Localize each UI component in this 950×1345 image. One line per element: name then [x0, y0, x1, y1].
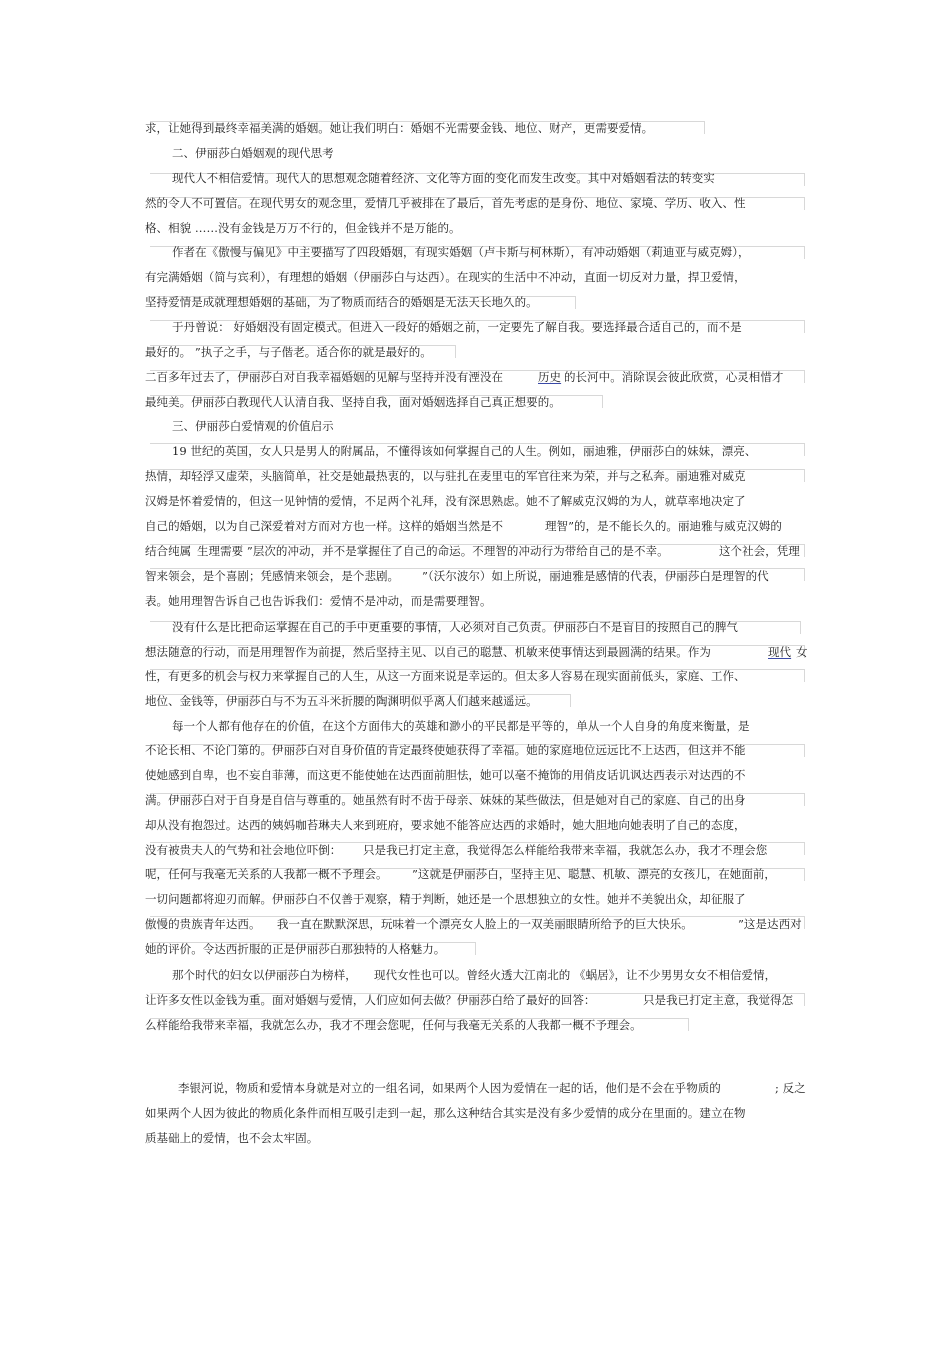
text-line: 傲慢的贵族青年达西。 — [145, 917, 261, 931]
text-line: 满。伊丽莎白对于自身是自信与尊重的。她虽然有时不齿于母亲、妹妹的某些做法，但是她对自己的家庭、自己的出身 — [145, 793, 746, 807]
text-line: 现代人不相信爱情。现代人的思想观念随着经济、文化等方面的变化而发生改变。其中对婚姻看法的转变实 — [172, 171, 715, 185]
text-line: 的长河中。消除误会彼此欣赏，心灵相惜才 — [564, 370, 784, 384]
text-line: 自己的婚姻，以为自己深爱着对方而对方也一样。这样的婚姻当然是不 — [145, 519, 504, 533]
text-line: 使她感到自卑，也不妄自菲薄，而这更不能使她在达西面前胆怯，她可以毫不掩饰的用俏皮话讥讽达西表示对达西的不 — [145, 768, 746, 782]
text-line: 有完满婚姻（简与宾利），有理想的婚姻（伊丽莎白与达西）。在现实的生活中不冲动，直面一切反对力量，捍卫爱情， — [145, 270, 746, 284]
text-line: 格、相貌 ……没有金钱是万万不行的，但金钱并不是万能的。 — [145, 221, 461, 235]
underlined-word: 现代 — [768, 645, 792, 659]
quote-text: 我一直在默默深思，玩味着一个漂亮女人脸上的一双美丽眼睛所给予的巨大快乐。 — [277, 917, 693, 931]
text-line: 热情，却轻浮又虚荣，头脑简单，社交是她最热衷的，以与驻扎在麦里屯的军官往来为荣，并与之私奔。丽迪雅对威克 — [145, 469, 746, 483]
text-line: ; 反之 — [775, 1081, 806, 1095]
text-line: 质基础上的爱情，也不会太牢固。 — [145, 1131, 319, 1145]
quote-text: 只是我已打定主意，我觉得怎么样能给我带来幸福，我就怎么办，我才不理会您 — [363, 843, 768, 857]
text-line: 这个社会，凭理 — [719, 544, 800, 558]
underlined-word: 历史 — [538, 370, 562, 384]
text-line: 性，有更多的机会与权力来掌握自己的人生，从这一方面来说是幸运的。但太多人容易在现实面前低头，家庭、工作、 — [145, 669, 746, 683]
text-line: 呢，任何与我毫无关系的人我都一概不予理会。 — [145, 867, 388, 881]
text-line: 作者在《傲慢与偏见》中主要描写了四段婚姻，有现实婚姻（卢卡斯与柯林斯），有冲动婚姻（莉迪亚与威克姆）， — [172, 245, 750, 259]
section-heading: 三、伊丽莎白爱情观的价值启示 — [172, 419, 334, 433]
text-line: 求，让她得到最终幸福美满的婚姻。她让我们明白：婚姻不光需要金钱、地位、财产，更需要爱情。 — [145, 121, 654, 135]
text-line: 一切问题都将迎刃而解。伊丽莎白不仅善于观察，精于判断，她还是一个思想独立的女性。她并不美貌出众，却征服了 — [145, 892, 746, 906]
text-line: 智来领会，是个喜剧；凭感情来领会，是个悲剧。 — [145, 569, 400, 583]
text-line: 现代女性也可以。曾经火透大江南北的 《蜗居》，让不少男男女女不相信爱情， — [374, 968, 777, 982]
text-line: 如果两个人因为彼此的物质化条件而相互吸引走到一起，那么这种结合其实是没有多少爱情的成分在里面的。建立在物 — [145, 1106, 746, 1120]
text-line: ”这就是伊丽莎白，坚持主见、聪慧、机敏、漂亮的女孩儿，在她面前， — [412, 867, 776, 881]
text-line: 没有被贵夫人的气势和社会地位吓倒： — [145, 843, 342, 857]
text-line: 理智”的，是不能长久的。丽迪雅与威克汉姆的 — [545, 519, 782, 533]
text-line: 19 世纪的英国，女人只是男人的附属品，不懂得该如何掌握自己的人生。例如，丽迪雅，伊丽莎白的妹妹，漂亮、 — [172, 444, 757, 458]
text-line: 却从没有抱怨过。达西的姨妈咖苔琳夫人来到班府，要求她不能答应达西的求婚时，她大胆地向她表明了自己的态度， — [145, 818, 746, 832]
text-line: 生理需要 ”层次的冲动，并不是掌握住了自己的命运。不理智的冲动行为带给自己的是不幸。 — [197, 544, 669, 558]
text-line: 表。她用理智告诉自己也告诉我们：爱情不是冲动，而是需要理智。 — [145, 594, 492, 608]
text-line: 没有什么是比把命运掌握在自己的手中更重要的事情，人必须对自己负责。伊丽莎白不是盲目的按照自己的脾气 — [172, 620, 738, 634]
text-line: 最纯美。伊丽莎白教现代人认清自我、坚持自我，面对婚姻选择自己真正想要的。 — [145, 395, 561, 409]
text-line: 坚持爱情是成就理想婚姻的基础，为了物质而结合的婚姻是无法天长地久的。 — [145, 295, 538, 309]
text-line: 李银河说，物质和爱情本身就是对立的一组名词，如果两个人因为爱情在一起的话，他们是不会在乎物质的 — [178, 1081, 721, 1095]
text-line: 结合纯属 — [145, 544, 192, 558]
text-line: 二百多年过去了，伊丽莎白对自我幸福婚姻的见解与坚持并没有湮没在 — [145, 370, 504, 384]
section-heading: 二、伊丽莎白婚姻观的现代思考 — [172, 146, 334, 160]
text-line: ”（沃尔波尔）如上所说，丽迪雅是感情的代表，伊丽莎白是理智的代 — [422, 569, 769, 583]
text-line: 不论长相、不论门第的。伊丽莎白对自身价值的肯定最终使她获得了幸福。她的家庭地位远远比不上达西，但这并不能 — [145, 743, 746, 757]
text-line: 然的令人不可置信。在现代男女的观念里，爱情几乎被排在了最后，首先考虑的是身份、地位、家境、学历、收入、性 — [145, 196, 746, 210]
text-line: 女 — [796, 645, 808, 659]
text-line: 每一个人都有他存在的价值，在这个方面伟大的英雄和渺小的平民都是平等的，单从一个人自身的角度来衡量，是 — [172, 719, 750, 733]
text-line: 想法随意的行动，而是用理智作为前提，然后坚持主见、以自己的聪慧、机敏来使事情达到最圆满的结果。作为 — [145, 645, 711, 659]
text-line: 汉姆是怀着爱情的，但这一见钟情的爱情，不足两个礼拜，没有深思熟虑。她不了解威克汉姆的为人，就草率地决定了 — [145, 494, 746, 508]
text-line: 么样能给我带来幸福，我就怎么办，我才不理会您呢，任何与我毫无关系的人我都一概不予理会。 — [145, 1018, 642, 1032]
text-line: 那个时代的妇女以伊丽莎白为榜样， — [172, 968, 357, 982]
quote-text: 只是我已打定主意，我觉得怎 — [643, 993, 794, 1007]
text-line: 让许多女性以金钱为重。面对婚姻与爱情，人们应如何去做？伊丽莎白给了最好的回答： — [145, 993, 596, 1007]
text-line: ”这是达西对 — [738, 917, 802, 931]
text-line: 最好的。 ”执子之手，与子偕老。适合你的就是最好的。 — [145, 345, 432, 359]
text-line: 于丹曾说： 好婚姻没有固定模式。但进入一段好的婚姻之前，一定要先了解自我。要选择最合适自己的，而不是 — [172, 320, 742, 334]
text-line: 地位、金钱等，伊丽莎白与不为五斗米折腰的陶渊明似乎离人们越来越遥远。 — [145, 694, 538, 708]
text-line: 她的评价。令达西折服的正是伊丽莎白那独特的人格魅力。 — [145, 942, 446, 956]
